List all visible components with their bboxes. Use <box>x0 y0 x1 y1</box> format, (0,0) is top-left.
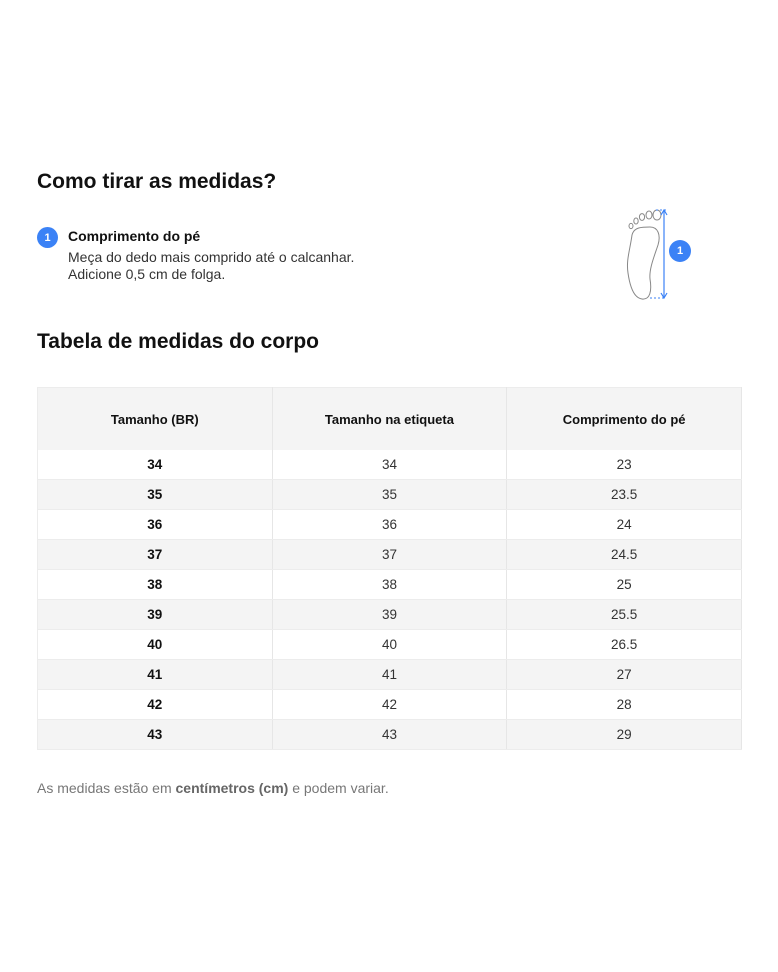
table-row <box>38 600 742 630</box>
cell-size-br: 40 <box>38 630 273 660</box>
cell-size-br: 35 <box>38 480 273 510</box>
cell-label-size: 34 <box>272 450 507 480</box>
cell-size-br: 43 <box>38 720 273 750</box>
table-row <box>38 630 742 660</box>
cell-label-size: 38 <box>272 570 507 600</box>
cell-foot-length: 28 <box>507 690 742 720</box>
cell-size-br: 36 <box>38 510 273 540</box>
step-number-badge: 1 <box>37 227 58 248</box>
cell-label-size: 43 <box>272 720 507 750</box>
cell-foot-length: 26.5 <box>507 630 742 660</box>
table-row <box>38 510 742 540</box>
measure-description: Meça do dedo mais comprido até o calcanhar. Adicione 0,5 cm de folga. <box>68 249 355 282</box>
cell-size-br: 41 <box>38 660 273 690</box>
measure-title: Comprimento do pé <box>68 228 201 244</box>
header-foot-length: Comprimento do pé <box>507 388 742 451</box>
foot-illustration <box>612 205 702 305</box>
cell-size-br: 39 <box>38 600 273 630</box>
table-row <box>38 570 742 600</box>
table-row <box>38 540 742 570</box>
units-note <box>37 780 389 796</box>
cell-label-size: 35 <box>272 480 507 510</box>
header-label-size: Tamanho na etiqueta <box>272 388 507 451</box>
table-header-row <box>38 388 742 451</box>
cell-label-size: 42 <box>272 690 507 720</box>
cell-foot-length: 24.5 <box>507 540 742 570</box>
cell-foot-length: 24 <box>507 510 742 540</box>
table-row <box>38 720 742 750</box>
header-size-br: Tamanho (BR) <box>38 388 273 451</box>
cell-size-br: 37 <box>38 540 273 570</box>
cell-size-br: 34 <box>38 450 273 480</box>
cell-size-br: 38 <box>38 570 273 600</box>
cell-foot-length: 23.5 <box>507 480 742 510</box>
table-title: Tabela de medidas do corpo <box>37 330 320 353</box>
illustration-badge: 1 <box>669 240 691 262</box>
table-row <box>38 660 742 690</box>
cell-label-size: 36 <box>272 510 507 540</box>
cell-foot-length: 29 <box>507 720 742 750</box>
size-table <box>37 387 742 750</box>
cell-size-br: 42 <box>38 690 273 720</box>
table-row <box>38 480 742 510</box>
cell-label-size: 37 <box>272 540 507 570</box>
note-text-before: As medidas estão em <box>37 780 176 796</box>
note-units-bold: centímetros (cm) <box>175 780 289 796</box>
cell-foot-length: 25 <box>507 570 742 600</box>
cell-foot-length: 27 <box>507 660 742 690</box>
cell-label-size: 40 <box>272 630 507 660</box>
note-text-after: e podem variar. <box>288 780 389 796</box>
section-title: Como tirar as medidas? <box>37 170 277 193</box>
cell-foot-length: 25.5 <box>507 600 742 630</box>
cell-foot-length: 23 <box>507 450 742 480</box>
table-row <box>38 690 742 720</box>
cell-label-size: 39 <box>272 600 507 630</box>
table-row <box>38 450 742 480</box>
cell-label-size: 41 <box>272 660 507 690</box>
